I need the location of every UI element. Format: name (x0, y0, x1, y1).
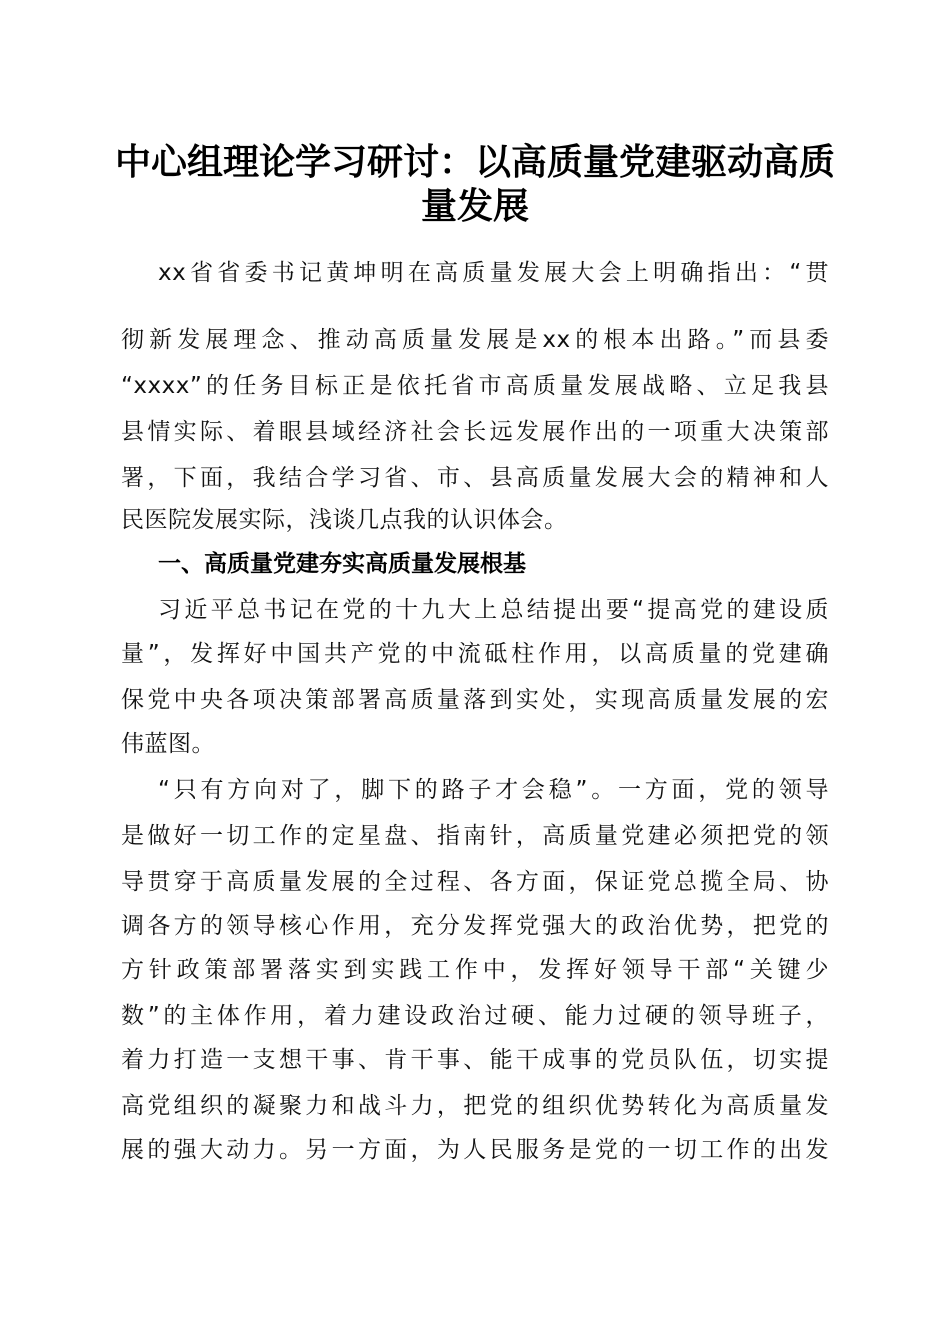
text-line: 民医院发展实际，浅谈几点我的认识体会。 (121, 507, 568, 533)
text-line: 保党中央各项决策部署高质量落到实处，实现高质量发展的宏 (121, 687, 829, 713)
text-line: 量”，发挥好中国共产党的中流砥柱作用，以高质量的党建确 (121, 641, 829, 667)
text-line: 方针政策部署落实到实践工作中，发挥好领导干部“关键少 (121, 957, 829, 983)
text-line: 着力打造一支想干事、肯干事、能干成事的党员队伍，切实提 (121, 1047, 829, 1073)
document-title-line-2: 量发展 (420, 185, 529, 227)
text-line: 署，下面，我结合学习省、市、县高质量发展大会的精神和人 (121, 465, 829, 491)
text-line: “xxxx”的任务目标正是依托省市高质量发展战略、立足我县 (121, 373, 829, 399)
text-line: 伟蓝图。 (121, 731, 215, 757)
text-line: 数”的主体作用，着力建设政治过硬、能力过硬的领导班子， (121, 1003, 829, 1029)
text-line: 调各方的领导核心作用，充分发挥党强大的政治优势，把党的 (121, 913, 829, 939)
text-line: 高党组织的凝聚力和战斗力，把党的组织优势转化为高质量发 (121, 1093, 829, 1119)
text-line: “只有方向对了，脚下的路子才会稳”。一方面，党的领导 (158, 777, 829, 803)
text-line: 是做好一切工作的定星盘、指南针，高质量党建必须把党的领 (121, 823, 829, 849)
text-line: 展的强大动力。另一方面，为人民服务是党的一切工作的出发 (121, 1137, 829, 1163)
text-line: xx省省委书记黄坤明在高质量发展大会上明确指出：“贯 (158, 260, 829, 286)
text-line: 县情实际、着眼县域经济社会长远发展作出的一项重大决策部 (121, 419, 829, 445)
text-line: 习近平总书记在党的十九大上总结提出要“提高党的建设质 (158, 597, 829, 623)
document-title-line-1: 中心组理论学习研讨：以高质量党建驱动高质 (114, 141, 835, 183)
text-line: 彻新发展理念、推动高质量发展是xx的根本出路。”而县委 (121, 327, 829, 353)
section-heading-1: 一、高质量党建夯实高质量发展根基 (158, 551, 526, 577)
text-line: 导贯穿于高质量发展的全过程、各方面，保证党总揽全局、协 (121, 869, 829, 895)
